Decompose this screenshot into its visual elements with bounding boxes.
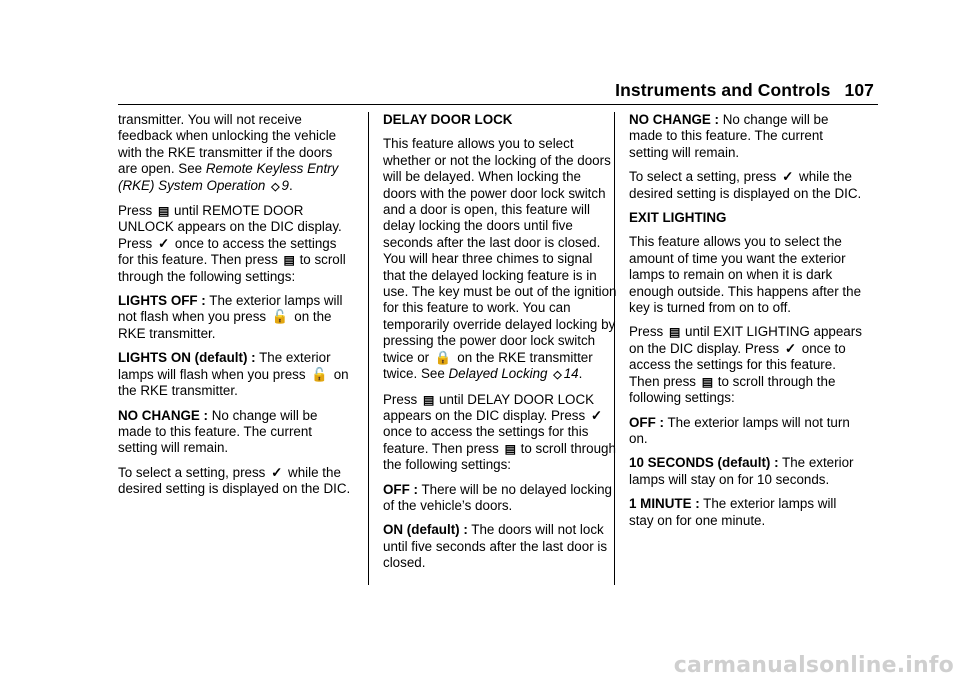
- setting-on-default: ON (default) : The doors will not lock until five seconds after the last door is closed.: [383, 522, 608, 571]
- menu-button-icon: ▤: [283, 253, 294, 268]
- section-title: Instruments and Controls: [615, 80, 831, 100]
- paragraph-delay-description: This feature allows you to select whether or not the locking of the doors will be delayed. When locking the doors with the power door lock switch and a door is open, this feature will delay locking the doors until five seconds after the last door is closed. You will hear three chimes to signal that the delayed locking feature is in use. The key must be out of the ignition for this feature to work. You can temporarily override delayed locking by pressing the power door lock switch twice or 🔒 on the RKE transmitter twice. See Delayed Locking ◇ 14.: [383, 136, 617, 383]
- setting-10-seconds: 10 SECONDS (default) : The exterior lamps will stay on for 10 seconds.: [629, 455, 854, 487]
- reference-link-rke[interactable]: Remote Keyless Entry (RKE) System Operation: [118, 161, 339, 193]
- checkmark-icon: ✓: [590, 407, 603, 423]
- paragraph-delay-press: Press ▤ until DELAY DOOR LOCK appears on the DIC display. Press ✓ once to access the settings for this feature. Then press ▤ to scroll through the following settings:: [383, 391, 616, 473]
- menu-button-icon: ▤: [422, 392, 434, 407]
- rke-lock-icon: 🔒: [434, 349, 452, 365]
- reference-page[interactable]: 14: [563, 366, 579, 382]
- menu-button-icon: ▤: [701, 374, 713, 389]
- reference-page[interactable]: 9: [281, 177, 289, 193]
- heading-delay-door-lock: DELAY DOOR LOCK: [383, 112, 513, 127]
- paragraph-select-setting: To select a setting, press ✓ while the desired setting is displayed on the DIC.: [118, 464, 351, 497]
- column-2: [383, 112, 617, 580]
- paragraph-exit-description: This feature allows you to select the amount of time you want the exterior lamps to remain on when it is dark enough outside. This happens after the key is turned from on to off.: [629, 234, 862, 316]
- page-reference-icon: ◇: [271, 180, 280, 193]
- menu-button-icon: ▤: [504, 441, 515, 456]
- heading-exit-lighting: EXIT LIGHTING: [629, 210, 727, 226]
- paragraph-exit-press: Press ▤ until EXIT LIGHTING appears on the DIC display. Press ✓ once to access the settings for this feature. Then press ▤ to scroll through the following settings:: [629, 324, 862, 406]
- checkmark-icon: ✓: [157, 235, 170, 251]
- paragraph-select-setting: To select a setting, press ✓ while the desired setting is displayed on the DIC.: [629, 169, 862, 201]
- watermark: carmanualsonline.info: [673, 652, 954, 678]
- checkmark-icon: ✓: [784, 340, 797, 356]
- column-3: [629, 112, 863, 537]
- rke-unlock-icon: 🔓: [271, 309, 289, 325]
- paragraph-remote-unlock: Press ▤ until REMOTE DOOR UNLOCK appears on the DIC display. Press ✓ once to access the settings for this feature. Then press ▤ to scroll through the following settings:: [118, 203, 346, 284]
- paragraph-rke-feedback: transmitter. You will not receive feedback when unlocking the vehicle with the RKE transmitter if the doors are open. See Remote Keyless Entry (RKE) System Operation ◇ 9.: [118, 112, 352, 195]
- menu-button-icon: ▤: [668, 325, 680, 340]
- page-header: [615, 82, 874, 98]
- page-number: 107: [844, 80, 874, 100]
- setting-no-change: NO CHANGE : No change will be made to this feature. The current setting will remain.: [629, 112, 829, 160]
- setting-lights-off: LIGHTS OFF : The exterior lamps will not flash when you press 🔓 on the RKE transmitter.: [118, 293, 343, 341]
- reference-link-delayed-locking[interactable]: Delayed Locking: [448, 366, 548, 382]
- header-rule: [118, 104, 878, 105]
- page-reference-icon: ◇: [553, 369, 562, 382]
- checkmark-icon: ✓: [271, 464, 283, 480]
- menu-button-icon: ▤: [157, 204, 169, 219]
- setting-no-change: NO CHANGE : No change will be made to this feature. The current setting will remain.: [118, 407, 318, 456]
- checkmark-icon: ✓: [782, 169, 794, 185]
- column-1: [118, 112, 352, 506]
- setting-off: OFF : There will be no delayed locking of the vehicle’s doors.: [383, 481, 613, 513]
- setting-lights-on: LIGHTS ON (default) : The exterior lamps will flash when you press 🔓 on the RKE transmitter.: [118, 350, 349, 399]
- column-divider-1: [368, 112, 369, 585]
- setting-1-minute: 1 MINUTE : The exterior lamps will stay on for one minute.: [629, 496, 837, 528]
- setting-off: OFF : The exterior lamps will not turn on.: [629, 414, 850, 446]
- rke-unlock-icon: 🔓: [311, 366, 328, 382]
